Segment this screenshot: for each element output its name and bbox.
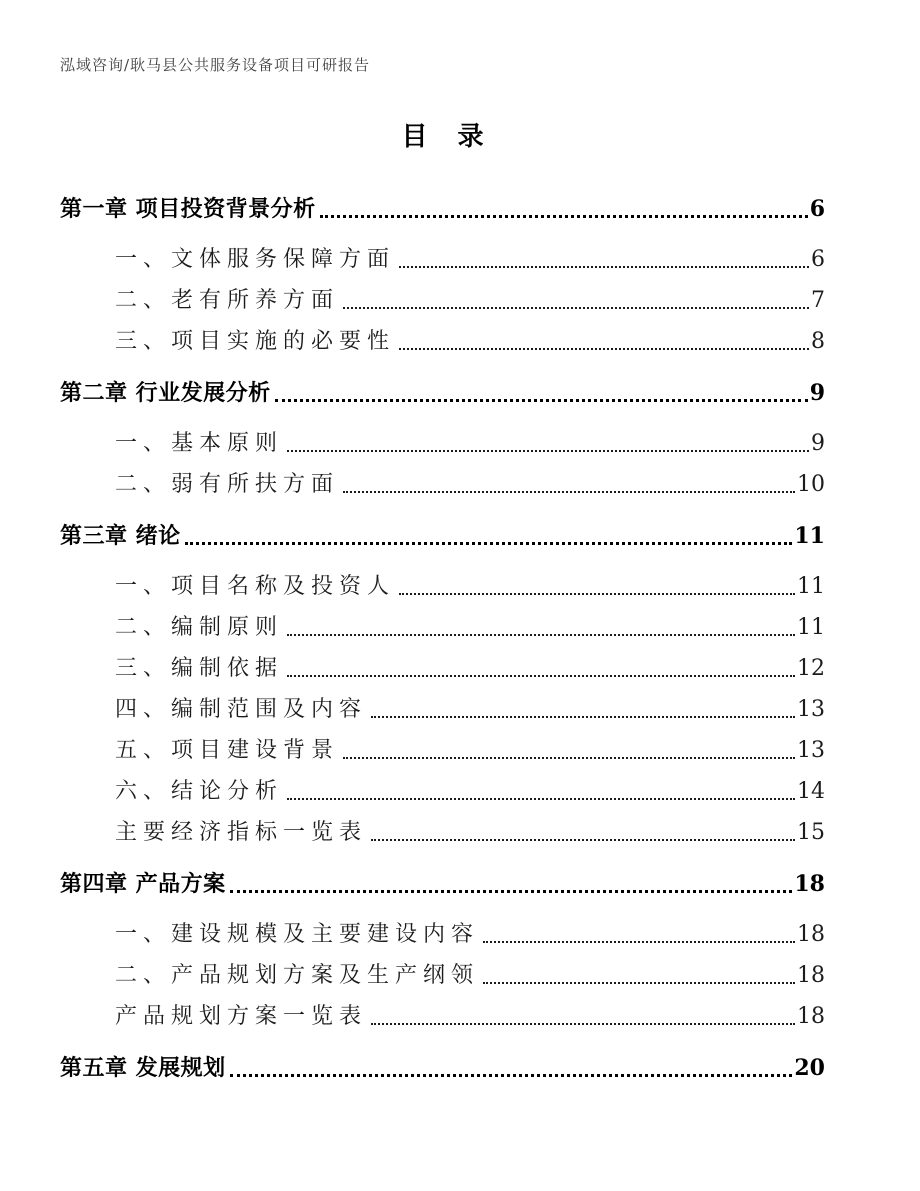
dot-leader: [287, 798, 795, 800]
dot-leader: [230, 1074, 793, 1077]
toc-item-row[interactable]: [60, 614, 825, 642]
toc-page-number: 14: [797, 779, 825, 804]
toc-page-number: 10: [797, 472, 825, 497]
toc-item-label: 二、产品规划方案及生产纲领: [115, 963, 480, 988]
title-container: [60, 122, 825, 152]
dot-leader: [287, 675, 795, 677]
toc-page-number: 13: [797, 738, 825, 763]
toc-item-label: 二、老有所养方面: [115, 288, 340, 313]
toc-item-label: 一、项目名称及投资人: [115, 574, 396, 599]
dot-leader: [371, 839, 795, 841]
toc-page-number: 9: [809, 380, 825, 406]
toc-page-number: 18: [797, 922, 825, 947]
toc-item-row[interactable]: [60, 778, 825, 806]
toc-item-row[interactable]: [60, 246, 825, 274]
toc-item-label: 一、建设规模及主要建设内容: [115, 922, 480, 947]
toc-page-number: 13: [797, 697, 825, 722]
toc-page-number: 18: [797, 963, 825, 988]
toc-item-row[interactable]: [60, 737, 825, 765]
toc-item-label: 二、编制原则: [115, 615, 284, 640]
dot-leader: [275, 399, 808, 402]
toc-item-row[interactable]: [60, 430, 825, 458]
toc-chapter-label: 第三章 绪论: [60, 523, 181, 549]
toc-page-number: 9: [811, 431, 825, 456]
dot-leader: [343, 757, 795, 759]
toc-item-row[interactable]: [60, 655, 825, 683]
toc-page-number: 6: [809, 196, 825, 222]
dot-leader: [320, 215, 808, 218]
toc-chapter-row[interactable]: [60, 1053, 825, 1083]
toc-page-number: 11: [797, 574, 825, 599]
toc-chapter-row[interactable]: [60, 869, 825, 899]
toc-chapter-row[interactable]: [60, 194, 825, 224]
dot-leader: [399, 593, 795, 595]
toc-item-row[interactable]: [60, 819, 825, 847]
toc-chapter-label: 第五章 发展规划: [60, 1055, 226, 1081]
dot-leader: [287, 634, 795, 636]
dot-leader: [371, 716, 795, 718]
toc-item-label: 六、结论分析: [115, 779, 284, 804]
toc-item-label: 五、项目建设背景: [115, 738, 340, 763]
toc-item-row[interactable]: [60, 1003, 825, 1031]
dot-leader: [185, 542, 793, 545]
toc-page-number: 12: [797, 656, 825, 681]
dot-leader: [343, 307, 809, 309]
toc-item-label: 一、基本原则: [115, 431, 284, 456]
toc-item-label: 主要经济指标一览表: [115, 820, 368, 845]
toc-item-label: 三、项目实施的必要性: [115, 329, 396, 354]
dot-leader: [483, 941, 795, 943]
toc-item-label: 二、弱有所扶方面: [115, 472, 340, 497]
toc-item-label: 三、编制依据: [115, 656, 284, 681]
dot-leader: [399, 348, 809, 350]
toc-item-label: 一、文体服务保障方面: [115, 247, 396, 272]
toc-item-row[interactable]: [60, 573, 825, 601]
toc-page-number: 6: [811, 247, 825, 272]
toc-item-row[interactable]: [60, 921, 825, 949]
toc-page-number: 18: [797, 1004, 825, 1029]
toc-chapter-row[interactable]: [60, 521, 825, 551]
toc-chapter-row[interactable]: [60, 378, 825, 408]
document-header: 泓域咨询/耿马县公共服务设备项目可研报告: [60, 56, 371, 74]
toc-item-row[interactable]: [60, 471, 825, 499]
dot-leader: [287, 450, 809, 452]
toc-page-number: 18: [794, 871, 825, 897]
toc-item-row[interactable]: [60, 962, 825, 990]
dot-leader: [343, 491, 795, 493]
toc-item-row[interactable]: [60, 696, 825, 724]
toc-page-number: 11: [794, 523, 825, 549]
dot-leader: [371, 1023, 795, 1025]
dot-leader: [483, 982, 795, 984]
dot-leader: [230, 890, 793, 893]
toc-chapter-label: 第四章 产品方案: [60, 871, 226, 897]
toc-page-number: 8: [811, 329, 825, 354]
toc-item-row[interactable]: [60, 287, 825, 315]
dot-leader: [399, 266, 809, 268]
toc-item-label: 四、编制范围及内容: [115, 697, 368, 722]
toc-item-row[interactable]: [60, 328, 825, 356]
toc-chapter-label: 第二章 行业发展分析: [60, 380, 271, 406]
toc-item-label: 产品规划方案一览表: [115, 1004, 368, 1029]
toc-page-number: 7: [811, 288, 825, 313]
toc-page-number: 20: [794, 1055, 825, 1081]
toc-page-number: 11: [797, 615, 825, 640]
page-title: 目录: [401, 122, 514, 152]
toc-chapter-label: 第一章 项目投资背景分析: [60, 196, 316, 222]
toc-page-number: 15: [797, 820, 825, 845]
